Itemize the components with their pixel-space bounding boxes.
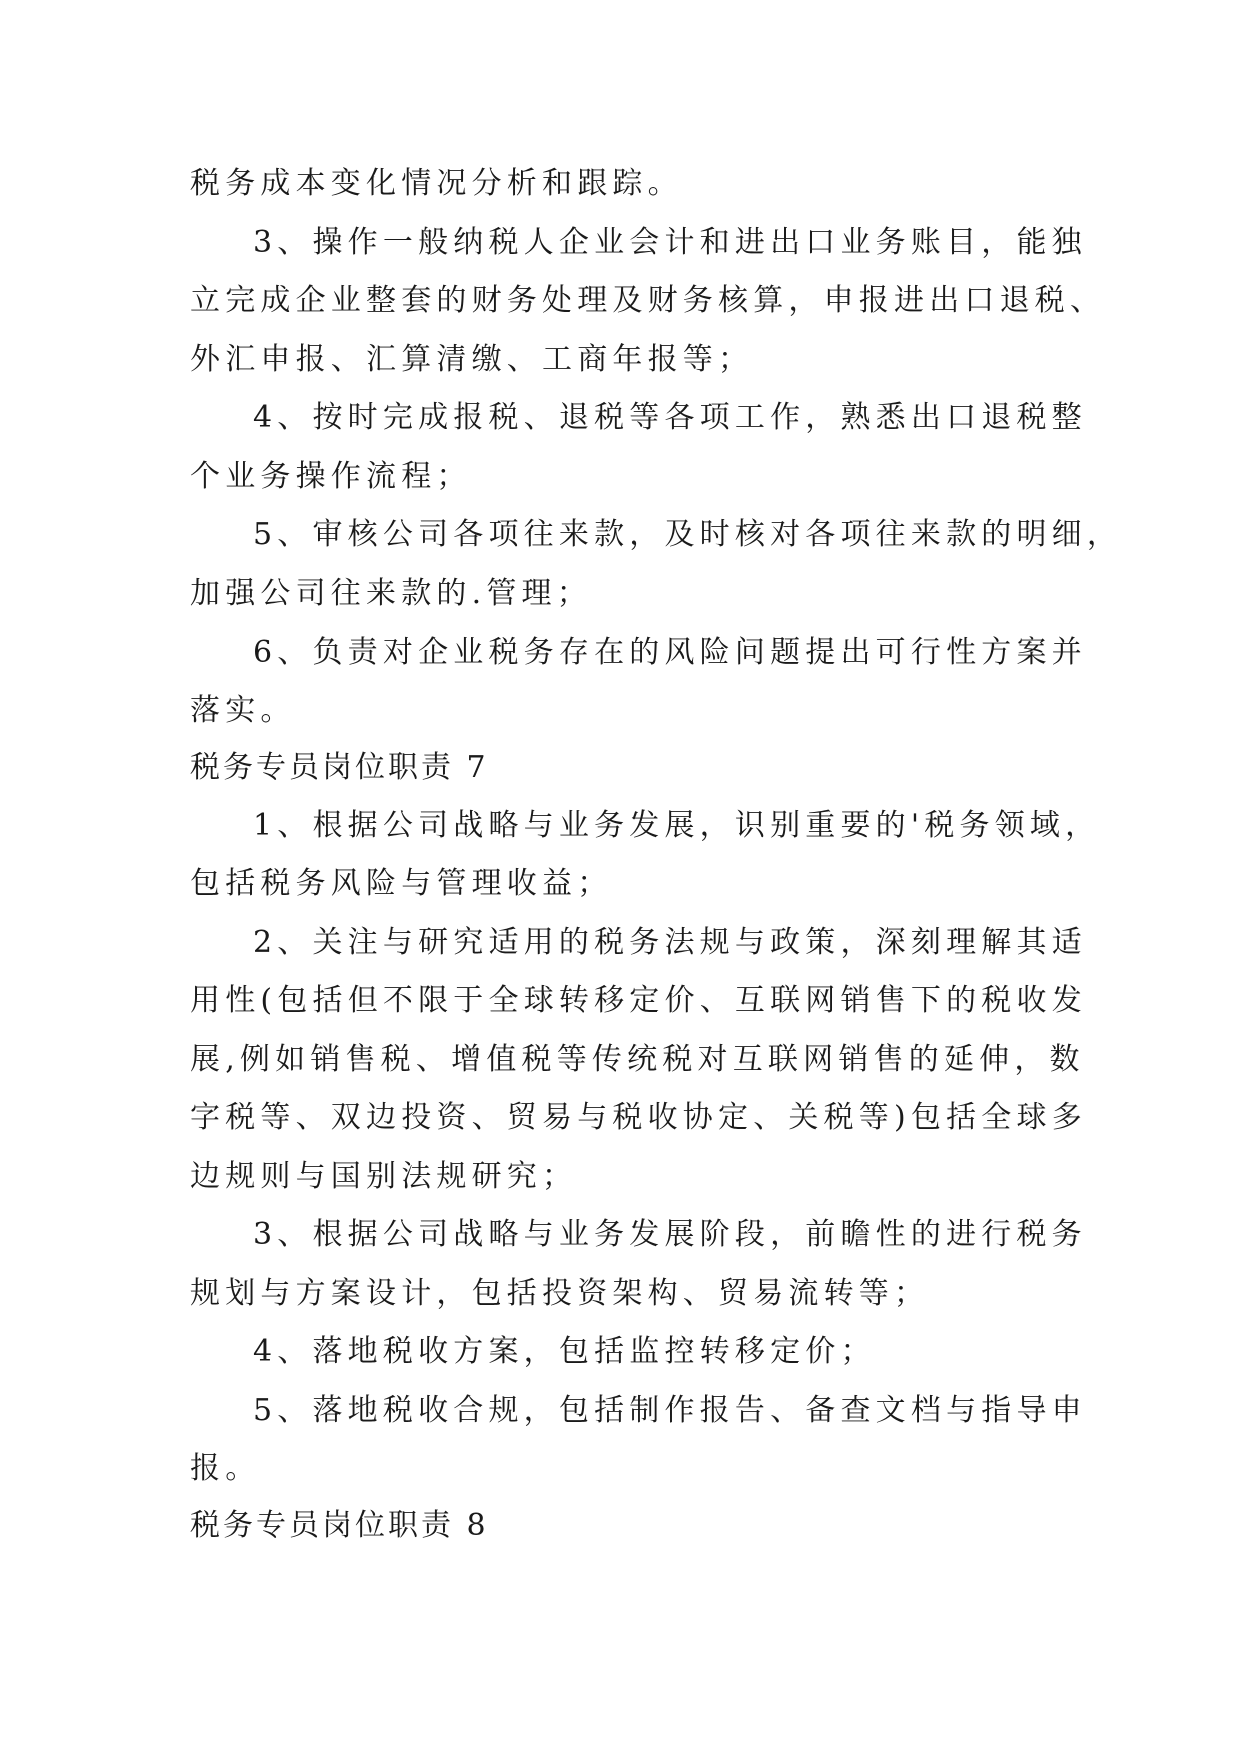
paragraph-line: 用性(包括但不限于全球转移定价、互联网销售下的税收发 [190,983,1087,1018]
paragraph-line: 立完成企业整套的财务处理及财务核算，申报进出口退税、 [190,283,1106,318]
list-item-line: 6、负责对企业税务存在的风险问题提出可行性方案并 [253,635,1087,670]
section-heading: 税务专员岗位职责 7 [190,750,489,785]
paragraph-line: 报。 [190,1451,261,1486]
section-heading: 税务专员岗位职责 8 [190,1508,489,1543]
paragraph-line: 展,例如销售税、增值税等传统税对互联网销售的延伸，数 [190,1042,1085,1077]
paragraph-line: 字税等、双边投资、贸易与税收协定、关税等)包括全球多 [190,1100,1087,1135]
paragraph-line: 税务成本变化情况分析和跟踪。 [190,166,683,201]
paragraph-line: 个业务操作流程； [190,459,472,494]
paragraph-line: 外汇申报、汇算清缴、工商年报等； [190,342,754,377]
paragraph-line: 加强公司往来款的.管理； [190,576,592,611]
list-item-line: 5、审核公司各项往来款，及时核对各项往来款的明细， [253,517,1123,552]
list-item-line: 4、落地税收方案，包括监控转移定价； [253,1334,876,1369]
list-item-line: 2、关注与研究适用的税务法规与政策，深刻理解其适 [253,925,1087,960]
paragraph-line: 边规则与国别法规研究； [190,1159,578,1194]
list-item-line: 1、根据公司战略与业务发展，识别重要的'税务领域， [253,808,1101,843]
paragraph-line: 包括税务风险与管理收益； [190,866,613,901]
list-item-line: 3、操作一般纳税人企业会计和进出口业务账目，能独 [253,225,1087,260]
paragraph-line: 规划与方案设计，包括投资架构、贸易流转等； [190,1276,930,1311]
list-item-line: 3、根据公司战略与业务发展阶段，前瞻性的进行税务 [253,1217,1087,1252]
paragraph-line: 落实。 [190,693,296,728]
list-item-line: 4、按时完成报税、退税等各项工作，熟悉出口退税整 [253,400,1087,435]
list-item-line: 5、落地税收合规，包括制作报告、备查文档与指导申 [253,1393,1087,1428]
